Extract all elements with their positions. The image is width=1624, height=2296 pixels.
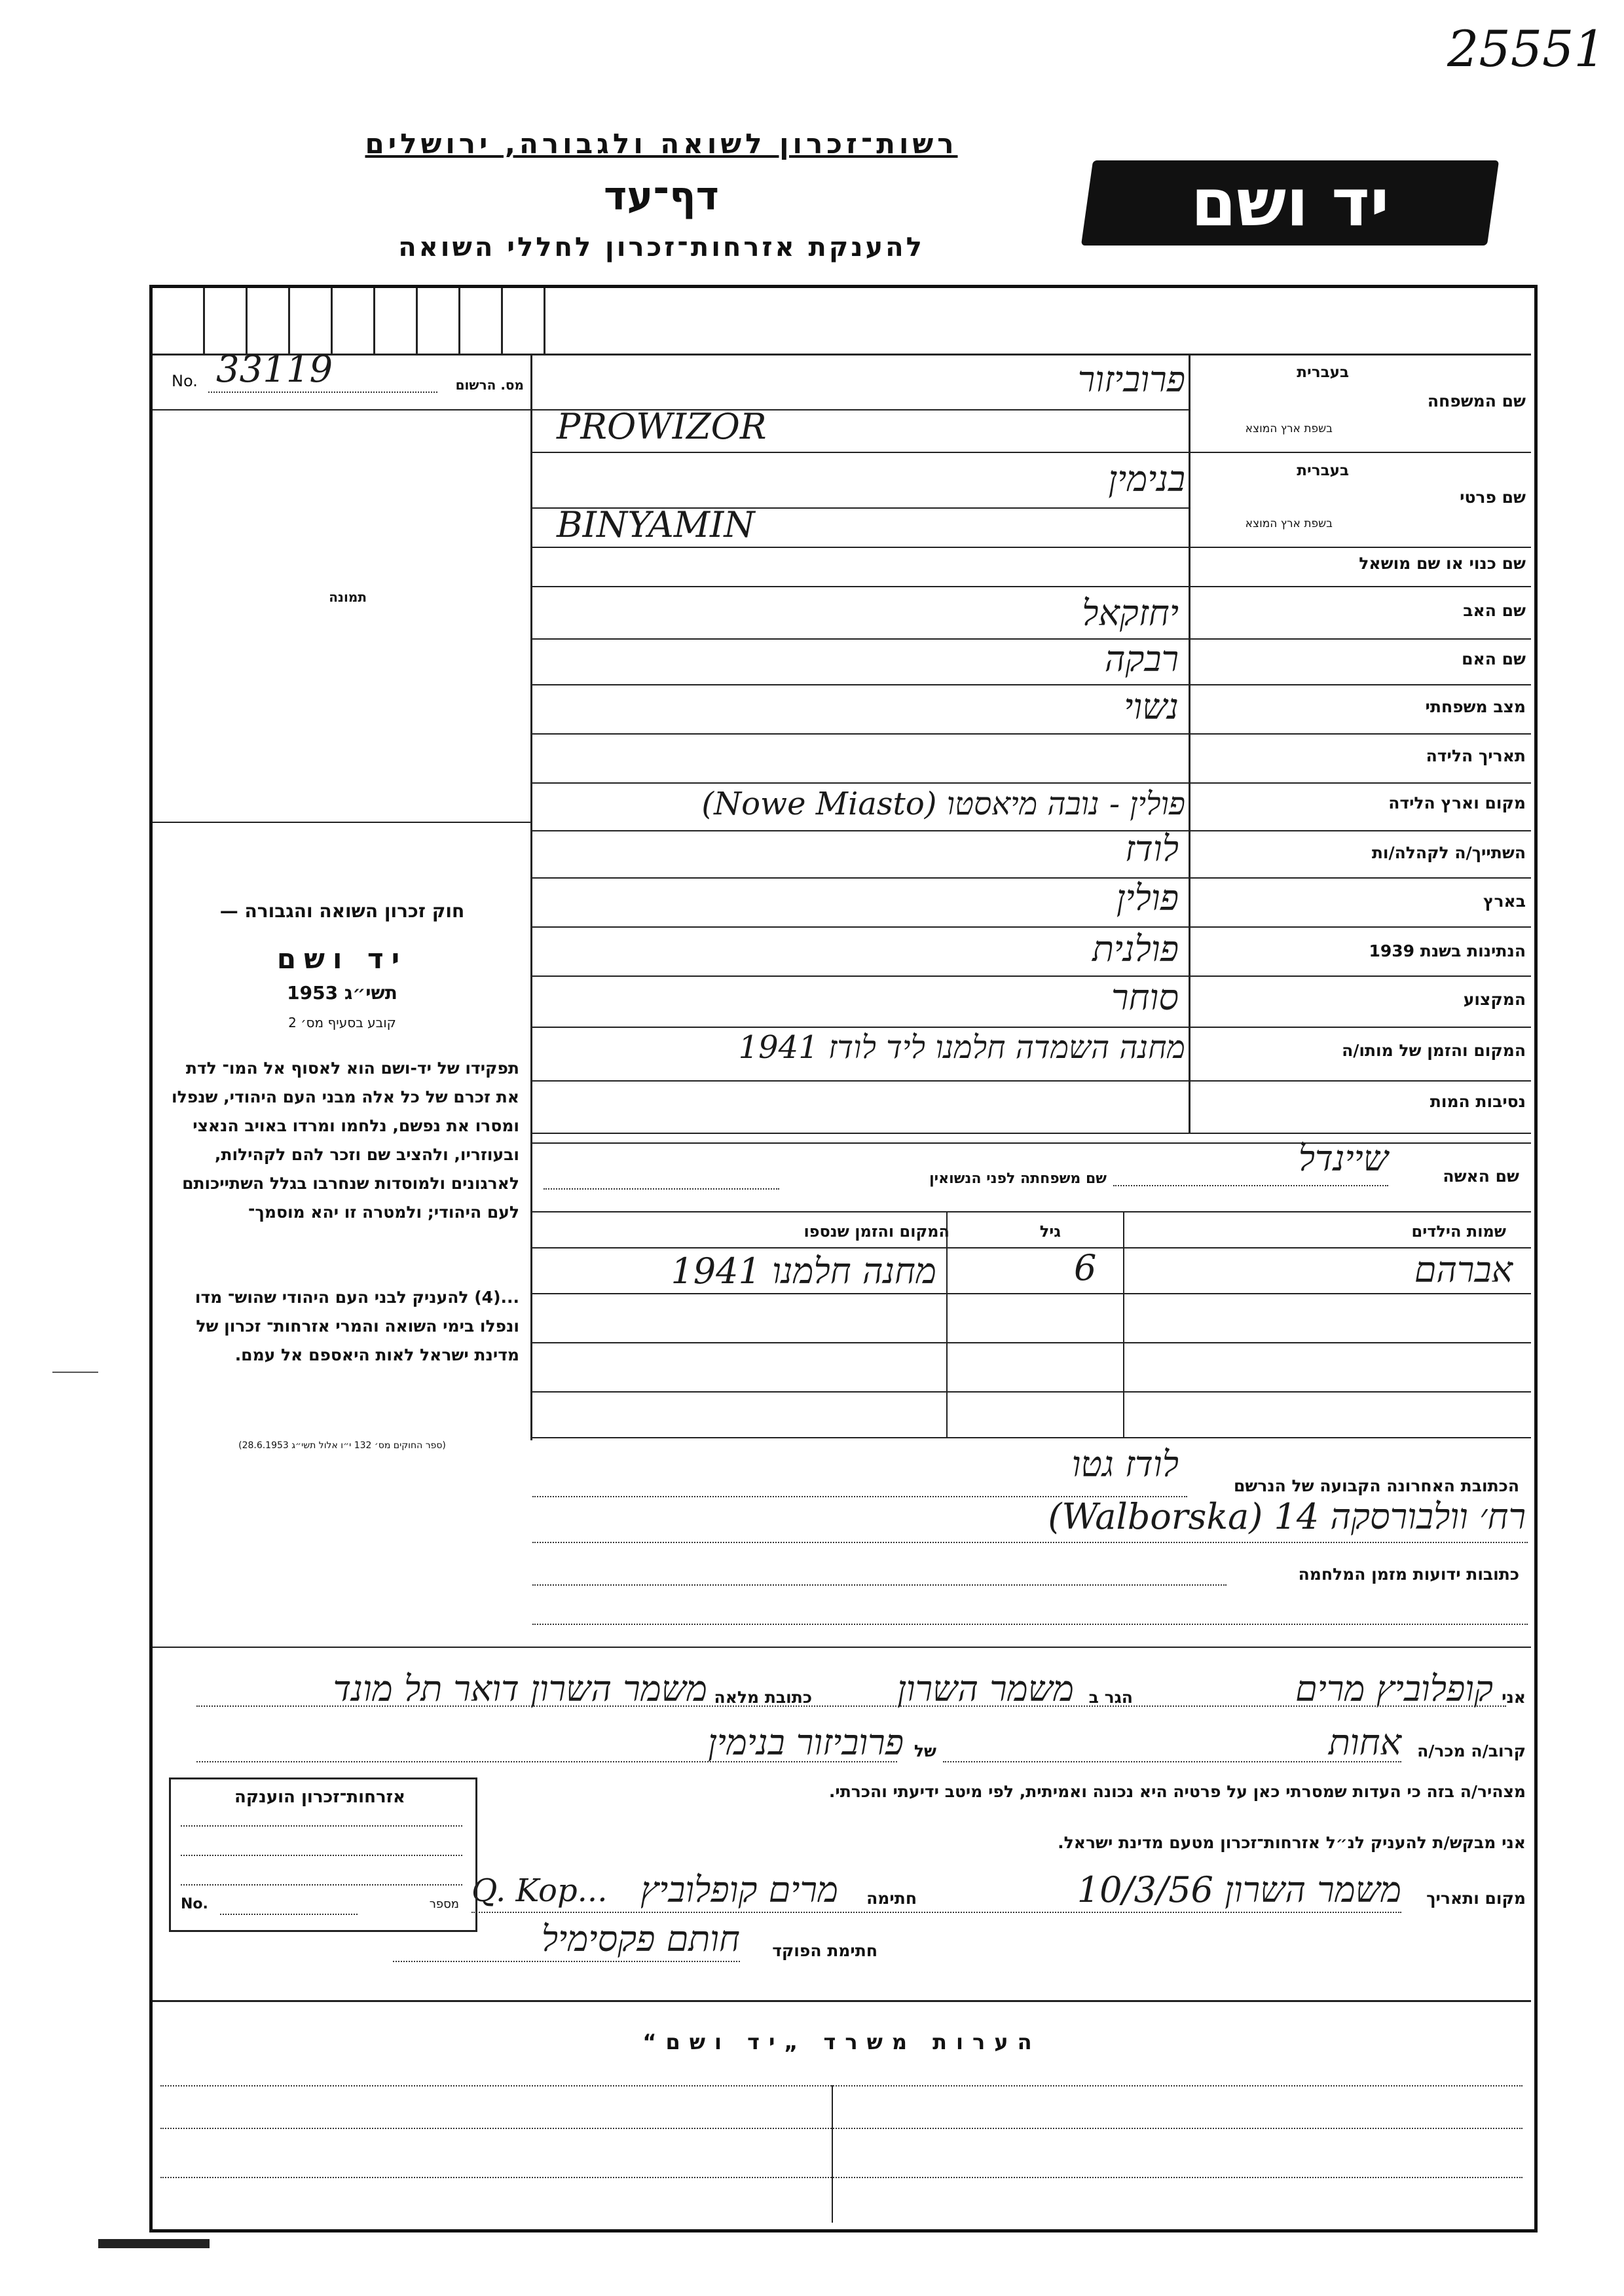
remarks-title: הערות משרד „יד ושם“ <box>642 2030 1041 2054</box>
citizenship-value: פולנית <box>1092 928 1179 970</box>
children-header-age: גיל <box>1039 1222 1061 1241</box>
family-name-native-label: בשפת ארץ המוצא <box>1245 422 1333 435</box>
first-name-label: שם פרטי <box>1460 488 1526 507</box>
resides-label: הגר ב <box>1088 1688 1133 1707</box>
photo-label: תמונה <box>329 589 367 605</box>
community-value: לודז <box>1124 828 1179 869</box>
child-1-place: מחנה חלמנו 1941 <box>671 1250 936 1292</box>
death-circumstances-label: נסיבות המות <box>1430 1092 1526 1111</box>
profession-label: המקצוע <box>1463 990 1526 1009</box>
country-value: פולין <box>1116 877 1179 919</box>
mother-label: שם האם <box>1462 649 1526 668</box>
statement-2: אני מבקש/ת להעניק לנ״ל אזרחות־זכרון מטעם מדינת ישראל. <box>1058 1833 1526 1852</box>
community-label: השתייך/ה לקהלה/ות <box>1371 843 1526 862</box>
family-name-native: PROWIZOR <box>557 406 767 447</box>
registration-prefix: No. <box>172 372 198 390</box>
of-name: פרוביזור בנימין <box>707 1722 904 1763</box>
citizenship-box <box>169 1777 477 1932</box>
label-column-divider <box>1189 354 1190 1133</box>
address-line-2: רח׳ וולבורסקה 14 (Walborska) <box>1048 1496 1526 1537</box>
wartime-address-label: כתובות ידועות מזמן המלחמה <box>1298 1565 1519 1584</box>
citizenship-box-title: אזרחות־זכרון הוענקה <box>234 1787 405 1807</box>
children-header-place: המקום והזמן שנספו <box>803 1222 950 1241</box>
birthplace-label: מקום וארץ הלידה <box>1388 793 1526 812</box>
death-place-value: מחנה השמדה חלמנו ליד לודז 1941 <box>738 1029 1185 1066</box>
registration-label: מס. הרשום <box>455 377 524 393</box>
yad-vashem-logo <box>1081 160 1499 246</box>
family-name-hebrew-label: בעברית <box>1297 364 1349 381</box>
family-name-label: שם המשפחה <box>1427 392 1526 410</box>
birthplace-value: פולין - נובה מיאסטו (Nowe Miasto) <box>701 786 1185 822</box>
nickname-label: שם כנוי או שם מושאל <box>1359 554 1526 573</box>
birthdate-label: תאריך הלידה <box>1426 746 1526 765</box>
profession-value: סוחר <box>1111 977 1179 1018</box>
law-citation: (ספר החוקים מס׳ 132 י״ו אלול תשי״ג 28.6.1953) <box>238 1440 446 1451</box>
signature-value: מרים קופלוביץ <box>640 1869 838 1910</box>
top-cells <box>153 288 1531 355</box>
father-value: יחזקאל <box>1082 592 1179 634</box>
scan-mark <box>98 2239 210 2248</box>
first-name-hebrew: בנימין <box>1108 458 1185 500</box>
marital-label: מצב משפחתי <box>1425 697 1526 716</box>
spouse-label: שם האשה <box>1443 1167 1519 1186</box>
full-address-value: משמר השרון דואר תל מונד <box>333 1668 707 1709</box>
death-place-label: המקום והזמן של מותו/ה <box>1342 1041 1526 1060</box>
address-label: הכתובת האחרונה הקבועה של הנרשם <box>1233 1476 1519 1495</box>
official-signature: חותם פקסימיל <box>541 1918 740 1959</box>
law-name: יד ושם <box>276 943 408 975</box>
resides-value: משמר השרון <box>897 1668 1074 1709</box>
full-address-label: כתובת מלאה <box>714 1688 812 1707</box>
father-label: שם האב <box>1463 601 1526 620</box>
spouse-name: שיינדל <box>1298 1138 1388 1179</box>
logo-text: יד ושם <box>1190 164 1390 241</box>
signature-latin: Q. Kop... <box>471 1872 608 1909</box>
child-1-name: אברהם <box>1414 1249 1513 1290</box>
citizenship-box-number-label: מספר <box>429 1897 459 1911</box>
first-name-hebrew-label: בעברית <box>1297 462 1349 479</box>
signature-label: חתימה <box>866 1889 917 1908</box>
mother-value: רבקה <box>1104 638 1179 680</box>
law-heading: חוק זכרון השואה והגבורה — <box>219 900 465 922</box>
law-year: תשי״ג 1953 <box>287 982 397 1004</box>
of-label: של <box>913 1741 936 1760</box>
law-paragraph-1: תפקידו של יד-ושם הוא לאסוף אל המו־ לדת את זכרם של כל אלה מבני העם היהודי, שנפלו ומסרו את נפשם, נלחמו ומרדו באויב הנאצי ובעוזריו, ולהציב שם וזכר להם לקהילות, לארגונים ולמוסדות שנחרבו בגלל השתייכותם לעם היהודי; ולמטרה זו יהא מוסמך־ <box>172 1059 519 1222</box>
spouse-maiden-label: שם משפחתה לפני הנשואין <box>929 1171 1107 1187</box>
official-signature-label: חתימת הפוקד <box>772 1941 877 1960</box>
registration-number: 33119 <box>216 348 333 391</box>
relation-label: קרוב/ה מכר/ה <box>1417 1741 1526 1760</box>
family-name-hebrew: פרוביזור <box>1077 359 1185 400</box>
law-paragraph-2: ...(4) להעניק לבני העם היהודי שהוש־ מדו ונפלו בימי השואה והמרי אזרחות־ זכרון של מדינת ישראל לאות היאספם אל עמם. <box>194 1288 519 1364</box>
relation-value: אחות <box>1328 1722 1401 1763</box>
first-name-native: BINYAMIN <box>557 504 755 545</box>
left-column-divider <box>530 354 532 1440</box>
archive-number: 25551 <box>1447 20 1606 78</box>
citizenship-box-prefix: No. <box>181 1896 208 1912</box>
marital-value: נשוי <box>1124 686 1179 727</box>
law-clause: קובע בסעיף מס׳ 2 <box>288 1015 396 1030</box>
declaration-i-label: אני <box>1502 1688 1526 1707</box>
place-date-value: משמר השרון 10/3/56 <box>1077 1869 1401 1910</box>
first-name-native-label: בשפת ארץ המוצא <box>1245 517 1333 530</box>
child-1-age: 6 <box>1074 1247 1097 1288</box>
authority-line: רשות־זכרון לשואה ולגבורה, ירושלים <box>365 128 958 160</box>
witness-name: קופלוביץ מרים <box>1295 1668 1493 1709</box>
scan-mark <box>52 1372 98 1373</box>
citizenship-label: הנתינות בשנת 1939 <box>1369 941 1526 960</box>
country-label: בארץ <box>1483 892 1526 911</box>
form-subtitle: להענקת אזרחות־זכרון לחללי השואה <box>398 232 925 263</box>
place-date-label: מקום ותאריך <box>1426 1889 1526 1908</box>
address-line-1: לודז גטו <box>1071 1444 1179 1485</box>
form-title: דף־עד <box>604 173 719 219</box>
statement-1: מצהיר/ה בזה כי העדות שמסרתי כאן על פרטיה היא נכונה ואמיתית, לפי מיטב ידיעתי והכרתי. <box>828 1782 1526 1801</box>
children-header-names: שמות הילדים <box>1411 1222 1506 1241</box>
